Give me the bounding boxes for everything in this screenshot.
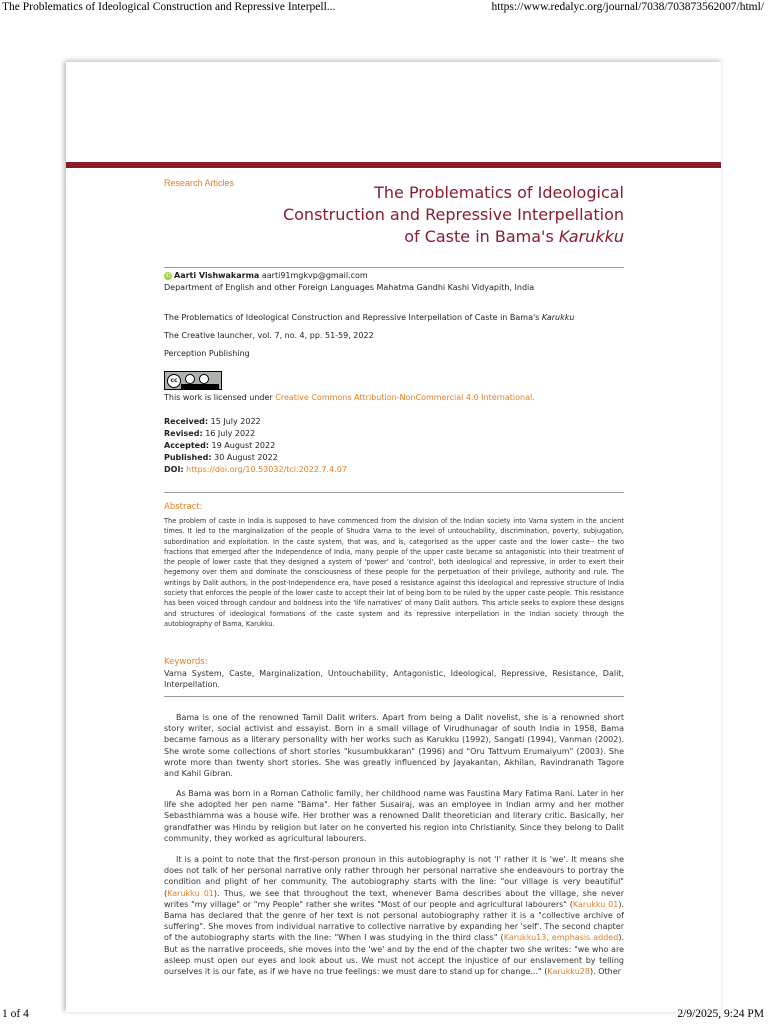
- body-paragraph-1: Bama is one of the renowned Tamil Dalit writers. Apart from being a Dalit novelist, she is a renowned short story writer, social activist and essayist. Born in a small village of Virudhunagar of south India in 1958, Bama became famous as a literary personality with her works such as Karukku (1992), Sangati (1994), Vanman (2002). She wrote some collections of short stories "kusumbukkaran" (1996) and "Oru Tattvum Erumaiyum" (2003). She wrote more than twenty short stories. She was greatly influenced by Jayakantan, Akhilan, Ravindranath Tagore and Kahil Gibran.: [164, 713, 624, 779]
- title-line-1: The Problematics of Ideological: [374, 183, 624, 202]
- citation-title-italic: Karukku: [541, 313, 575, 322]
- citation-source: The Creative launcher, vol. 7, no. 4, pp. 51-59, 2022: [164, 331, 374, 340]
- article-page: [66, 62, 721, 1012]
- print-page-url: https://www.redalyc.org/journal/7038/703873562007/html/: [491, 1, 764, 13]
- divider: [164, 492, 624, 493]
- keywords-text: Varna System, Caste, Marginalization, Untouchability, Antagonistic, Ideological, Repressive, Resistance, Dalit, Interpellation.: [164, 669, 624, 689]
- body-paragraph-3: [164, 854, 624, 977]
- dates-block: [164, 416, 624, 476]
- author-email[interactable]: aarti91mgkvp@gmail.com: [261, 271, 368, 280]
- para3-text: It is a point to note that the first-person pronoun in this autobiography is not 'I' rather it is 'we'. It means she does not talk of her personal narrative only rather through her personal narrative she endeavours to portray the condition and plight of her community. The autobiography starts with the line: "our village is very beautiful" (: [164, 855, 624, 898]
- cc-license-badge[interactable]: [164, 371, 222, 390]
- license-link[interactable]: Creative Commons Attribution-NonCommercial 4.0 International.: [275, 393, 535, 402]
- article-title: [204, 182, 624, 248]
- para3-text: ). But as the narrative proceeds, she moves into the 'we' and by the end of the chapter two she writes: "we who are asleep must open our eyes and look about us. We must not accept the injustice of our enslavement by telling ourselves it is our fate, as if we have no true feelings: we must dare to stand up for change..." (: [164, 933, 624, 977]
- doi-link[interactable]: https://doi.org/10.53032/tcl.2022.7.4.07: [183, 465, 347, 474]
- citation-title-text: The Problematics of Ideological Construction and Repressive Interpellation of Caste in Bama's: [164, 313, 542, 322]
- author-name: Aarti Vishwakarma: [174, 271, 260, 280]
- title-line-2: Construction and Repressive Interpellation: [282, 205, 624, 224]
- accepted-date: 19 August 2022: [209, 441, 276, 450]
- citation-link[interactable]: Karukku28: [547, 967, 590, 977]
- print-page-number: 1 of 4: [2, 1008, 29, 1020]
- para3-text: ). Other: [589, 967, 621, 977]
- print-page-title: The Problematics of Ideological Construction and Repressive Interpell...: [2, 1, 336, 13]
- citation-link[interactable]: Karukku 01: [572, 899, 619, 909]
- revised-label: Revised:: [164, 429, 203, 438]
- cc-label-strip: [181, 384, 219, 389]
- citation-link[interactable]: Karukku 01: [167, 888, 214, 898]
- received-label: Received:: [164, 417, 209, 426]
- author-block: [164, 270, 624, 294]
- license-prefix: This work is licensed under: [164, 393, 276, 402]
- abstract-text: The problem of caste in India is supposed to have commenced from the division of the Indian society into Varna system in the ancient times. It led to the marginalization of the people of Shudra Varna to the level of untouchability, discrimination, poverty, subjugation, subordination and exploitation. In the caste system, that was, and is, categorised as the upper caste and the lower caste-- the two fractions that emerged after the Independence of India, many people of the upper caste became so antagonistic into their treatment of the people of lower caste that they designed a system of 'power' and 'control', both ideological and repressive, in order to exert their hegemony over them and dominate the consciousness of these people for the perpetuation of their privilege, authority and rule. The writings by Dalit authors, in the post-Independence era, have posed a resistance against this ideological and repressive structure of India society that enforces the people of the lower caste to accept their lot of being born to be ruled by the upper caste people. This resistance has been voiced through candour and boldness into the 'life narratives' of many Dalit authors. This article seeks to explore these designs and structures of ideological formations of the caste system and its repressive interpellation in the Indian society through the autobiography of Bama, Karukku.: [164, 517, 624, 628]
- para3-text: ). Thus, we see that throughout the text, whenever Bama describes about the village, she never writes "my village" or "my People" rather she writes "Most of our people and agricultural labourers" (: [164, 888, 624, 909]
- accepted-label: Accepted:: [164, 441, 210, 450]
- revised-date: 16 July 2022: [202, 429, 256, 438]
- divider: [164, 696, 624, 697]
- title-line-3-text: of Caste in Bama's: [404, 227, 559, 246]
- title-line-3: [204, 226, 624, 248]
- published-label: Published:: [164, 453, 212, 462]
- affiliation: Department of English and other Foreign Languages Mahatma Gandhi Kashi Vidyapith, India: [164, 283, 535, 292]
- print-header: [0, 0, 768, 16]
- body-paragraph-2: As Bama was born in a Roman Catholic family, her childhood name was Faustina Mary Fatima Rani. Later in her life she adopted her pen name "Bama". Her father Susairaj, was an employee in Indian army and her mother Sebasthiamma was a house wife. Her brother was a renowned Dalit theoretician and literary critic. Basically, her grandfather was Hindu by religion but later on he converted his region into Christianity. Since they belong to Dalit community, they worked as agricultural labourers.: [164, 789, 624, 843]
- keywords-heading: Keywords:: [164, 657, 208, 667]
- citation-link[interactable]: Karukku13, emphasis added: [503, 933, 619, 943]
- nc-icon: [199, 374, 209, 384]
- header-bar: [66, 162, 721, 168]
- divider: [164, 267, 624, 268]
- abstract-heading: Abstract:: [164, 502, 203, 512]
- print-datetime: 2/9/2025, 9:24 PM: [677, 1008, 764, 1020]
- orcid-icon[interactable]: iD: [165, 272, 171, 279]
- citation-title: [164, 312, 624, 324]
- received-date: 15 July 2022: [208, 417, 261, 426]
- doi-label: DOI:: [164, 465, 184, 474]
- cc-icon: cc: [167, 374, 181, 388]
- license-line: [164, 392, 624, 404]
- title-karukku: Karukku: [558, 227, 624, 246]
- para3-text: ). Bama has declared that the genre of her text is not personal autobiography rather it is a "collective archive of suffering". She moves from individual narrative to collective narrative by expanding her 'self'. The second chapter of the autobiography starts with the line: "When I was studying in the third class" (: [164, 899, 624, 943]
- published-date: 30 August 2022: [211, 453, 278, 462]
- by-icon: [185, 374, 195, 384]
- publisher: Perception Publishing: [164, 349, 250, 358]
- print-footer: [0, 1006, 768, 1024]
- section-label: Research Articles: [164, 178, 235, 188]
